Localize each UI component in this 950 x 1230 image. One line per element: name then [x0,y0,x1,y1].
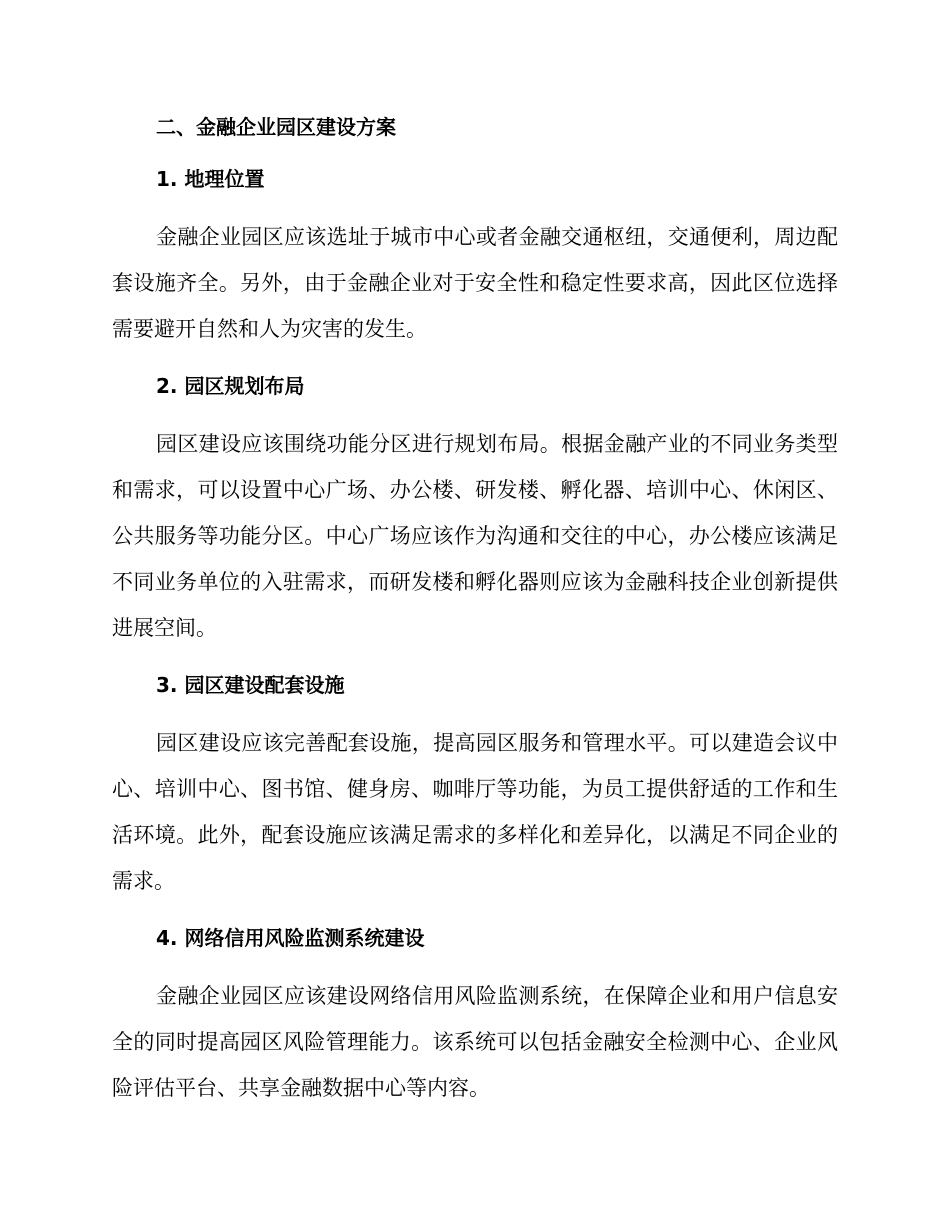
section-heading-risk-monitoring: 4. 网络信用风险监测系统建设 [156,926,425,950]
document-title: 二、金融企业园区建设方案 [156,115,396,139]
section-heading-location: 1. 地理位置 [156,167,265,191]
section-heading-facilities: 3. 园区建设配套设施 [156,673,345,697]
section-heading-layout: 2. 园区规划布局 [156,374,305,398]
section-body-layout: 园区建设应该围绕功能分区进行规划布局。根据金融产业的不同业务类型和需求，可以设置中心广场、办公楼、研发楼、孵化器、培训中心、休闲区、公共服务等功能分区。中心广场应该作为沟通和交往的中心，办公楼应该满足不同业务单位的入驻需求，而研发楼和孵化器则应该为金融科技企业创新提供进展空间。 [112,432,838,640]
section-body-location: 金融企业园区应该选址于城市中心或者金融交通枢纽，交通便利，周边配套设施齐全。另外，由于金融企业对于安全性和稳定性要求高，因此区位选择需要避开自然和人为灾害的发生。 [112,225,838,341]
section-body-facilities: 园区建设应该完善配套设施，提高园区服务和管理水平。可以建造会议中心、培训中心、图书馆、健身房、咖啡厅等功能，为员工提供舒适的工作和生活环境。此外，配套设施应该满足需求的多样化和差异化，以满足不同企业的需求。 [112,731,838,893]
section-body-risk-monitoring: 金融企业园区应该建设网络信用风险监测系统，在保障企业和用户信息安全的同时提高园区风险管理能力。该系统可以包括金融安全检测中心、企业风险评估平台、共享金融数据中心等内容。 [112,984,838,1100]
